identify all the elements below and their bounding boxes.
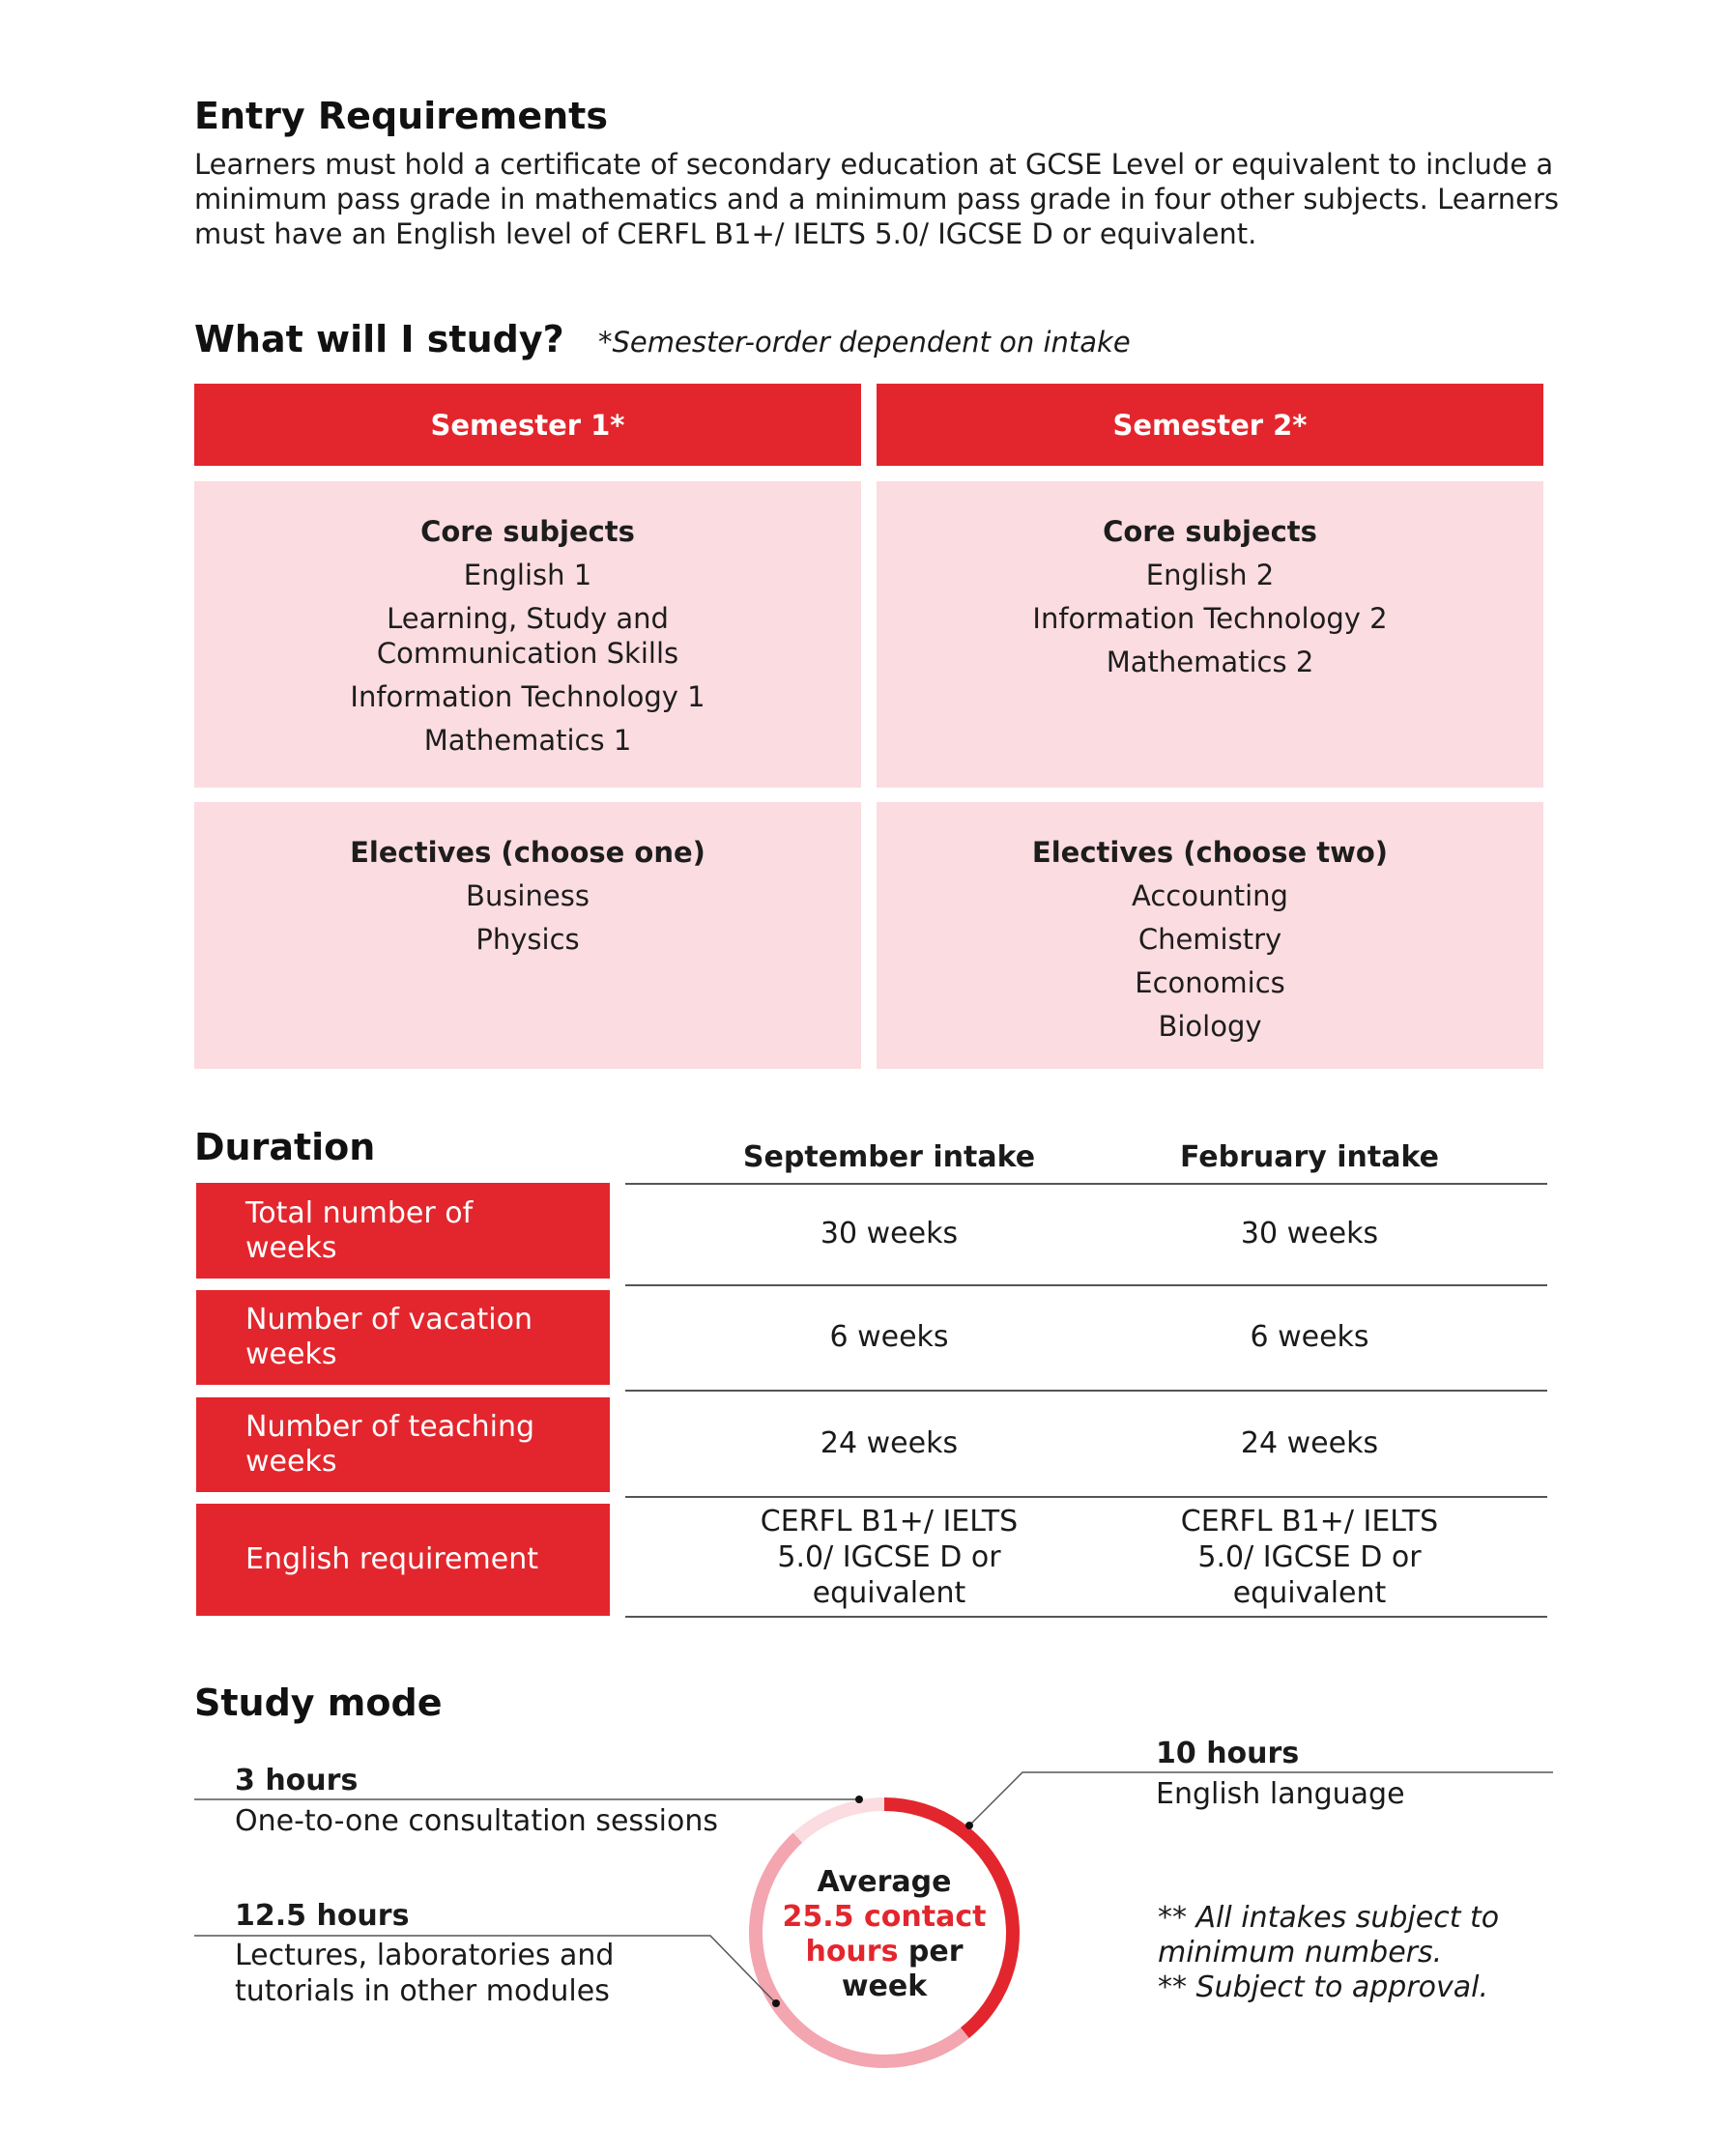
donut-center-label: Average 25.5 contact hours per week <box>782 1865 987 2003</box>
subject-item: Information Technology 1 <box>350 680 705 713</box>
duration-value: 30 weeks <box>820 1217 959 1250</box>
duration-value: 6 weeks <box>1250 1320 1369 1354</box>
hours-consultation: 3 hours <box>235 1764 359 1797</box>
duration-row-label: Number of vacation weeks <box>196 1290 610 1385</box>
duration-row-label: Total number of weeks <box>196 1183 610 1279</box>
desc-english: English language <box>1156 1777 1405 1811</box>
subject-item: Learning, Study and Communication Skills <box>376 602 679 670</box>
subject-item: Accounting <box>1132 879 1288 912</box>
duration-value: 30 weeks <box>1240 1217 1379 1250</box>
leader-dot-english <box>965 1822 973 1829</box>
desc-consultation: One-to-one consultation sessions <box>235 1804 718 1838</box>
entry-text: Learners must hold a certificate of secondary education at GCSE Level or equivalent to include a minimum pass grade in mathematics and a minimum pass grade in four other subjects. Learners must have an English level of CERFL B1+/ IELTS 5.0/ IGCSE D or equivalent. <box>194 148 1559 250</box>
column-header-february: February intake <box>1179 1140 1439 1174</box>
footnote: ** All intakes subject to minimum numbers. <box>1158 1901 1500 1969</box>
core-title: Core subjects <box>1103 515 1317 548</box>
duration-value: 24 weeks <box>820 1425 959 1460</box>
study-mode-title: Study mode <box>194 1682 443 1724</box>
subject-item: English 2 <box>1145 559 1275 591</box>
semester-note: *Semester-order dependent on intake <box>598 326 1131 359</box>
duration-value: CERFL B1+/ IELTS 5.0/ IGCSE D or equivalent <box>760 1504 1019 1610</box>
duration-row-label: Number of teaching weeks <box>196 1397 610 1492</box>
electives-title: Electives (choose two) <box>1031 836 1389 869</box>
duration-value: CERFL B1+/ IELTS 5.0/ IGCSE D or equivalent <box>1180 1504 1439 1610</box>
study-title: What will I study? <box>194 318 564 360</box>
core-title: Core subjects <box>420 515 635 548</box>
hours-lectures: 12.5 hours <box>235 1899 410 1933</box>
subject-item: Business <box>466 879 590 912</box>
duration-title: Duration <box>194 1126 376 1168</box>
hours-english: 10 hours <box>1156 1737 1300 1770</box>
subject-item: Biology <box>1158 1010 1262 1043</box>
entry-title: Entry Requirements <box>194 95 608 137</box>
subject-item: English 1 <box>463 559 592 591</box>
electives-title: Electives (choose one) <box>350 836 705 869</box>
leader-dot-consultation <box>855 1796 863 1803</box>
subject-item: Mathematics 2 <box>1106 646 1314 678</box>
semester-2-header: Semester 2* <box>877 384 1543 466</box>
duration-value: 24 weeks <box>1240 1425 1379 1460</box>
subject-item: Chemistry <box>1137 923 1282 956</box>
desc-lectures: Lectures, laboratories and tutorials in other modules <box>235 1939 615 2008</box>
subject-item: Information Technology 2 <box>1032 602 1388 635</box>
footnotes <box>1158 1901 1544 2005</box>
duration-value: 6 weeks <box>829 1320 949 1354</box>
subject-item: Economics <box>1135 966 1285 999</box>
semester-1-header: Semester 1* <box>194 384 861 466</box>
footnote: ** Subject to approval. <box>1158 1970 1489 2004</box>
subject-item: Physics <box>475 923 580 956</box>
duration-row-label: English requirement <box>196 1504 610 1616</box>
donut-segment-consultation <box>797 1804 884 1838</box>
column-header-september: September intake <box>742 1140 1036 1174</box>
subject-item: Mathematics 1 <box>423 724 632 757</box>
